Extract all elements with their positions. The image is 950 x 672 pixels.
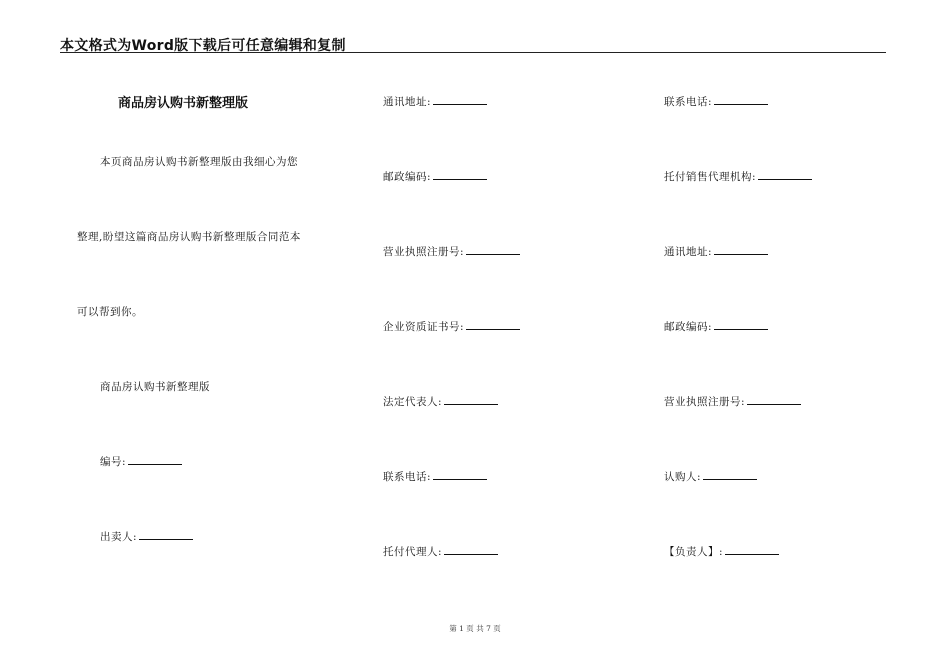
right-field-buyer	[664, 469, 757, 484]
mid-field-legal-rep	[383, 394, 498, 409]
mid-field-qualification	[383, 319, 520, 334]
mid-field-agent	[383, 544, 498, 559]
right-address-label: 通讯地址:	[664, 246, 713, 258]
mid-address-label: 通讯地址:	[383, 96, 432, 108]
right-buyer-blank	[703, 470, 757, 480]
mid-postcode-label: 邮政编码:	[383, 171, 432, 183]
intro-line-1: 本页商品房认购书新整理版由我细心为您	[100, 156, 298, 168]
right-postcode-label: 邮政编码:	[664, 321, 713, 333]
page-footer: 第 1 页 共 7 页	[449, 624, 501, 633]
mid-agent-label: 托付代理人:	[383, 546, 443, 558]
right-responsible-label: 【负责人】:	[664, 546, 724, 558]
mid-legal-rep-label: 法定代表人:	[383, 396, 443, 408]
mid-field-business-license	[383, 244, 520, 259]
right-field-address	[664, 244, 768, 259]
mid-business-license-blank	[466, 245, 520, 255]
right-field-phone	[664, 94, 768, 109]
header-title: 本文格式为Word版下载后可任意编辑和复制	[60, 38, 346, 54]
mid-phone-label: 联系电话:	[383, 471, 432, 483]
mid-field-address	[383, 94, 487, 109]
field-number-blank	[128, 455, 182, 465]
mid-qualification-label: 企业资质证书号:	[383, 321, 465, 333]
mid-business-license-label: 营业执照注册号:	[383, 246, 465, 258]
mid-phone-blank	[433, 470, 487, 480]
right-field-sales-agency	[664, 169, 812, 184]
intro-line-3: 可以帮到你。	[77, 306, 143, 318]
right-business-license-blank	[747, 395, 801, 405]
mid-postcode-blank	[433, 170, 487, 180]
right-responsible-blank	[725, 545, 779, 555]
right-sales-agency-label: 托付销售代理机构:	[664, 171, 757, 183]
field-seller	[100, 529, 193, 544]
mid-address-blank	[433, 95, 487, 105]
right-address-blank	[714, 245, 768, 255]
mid-field-postcode	[383, 169, 487, 184]
document-title: 商品房认购书新整理版	[118, 96, 249, 111]
field-number-label: 编号:	[100, 456, 127, 468]
mid-legal-rep-blank	[444, 395, 498, 405]
right-phone-blank	[714, 95, 768, 105]
mid-qualification-blank	[466, 320, 520, 330]
intro-line-2: 整理,盼望这篇商品房认购书新整理版合同范本	[77, 231, 301, 243]
right-business-license-label: 营业执照注册号:	[664, 396, 746, 408]
field-number	[100, 454, 182, 469]
header-divider	[60, 52, 886, 53]
right-buyer-label: 认购人:	[664, 471, 702, 483]
field-seller-blank	[139, 530, 193, 540]
right-postcode-blank	[714, 320, 768, 330]
right-field-business-license	[664, 394, 801, 409]
right-phone-label: 联系电话:	[664, 96, 713, 108]
right-field-responsible	[664, 544, 779, 559]
mid-agent-blank	[444, 545, 498, 555]
right-sales-agency-blank	[758, 170, 812, 180]
document-subtitle: 商品房认购书新整理版	[100, 381, 210, 393]
right-field-postcode	[664, 319, 768, 334]
mid-field-phone	[383, 469, 487, 484]
field-seller-label: 出卖人:	[100, 531, 138, 543]
